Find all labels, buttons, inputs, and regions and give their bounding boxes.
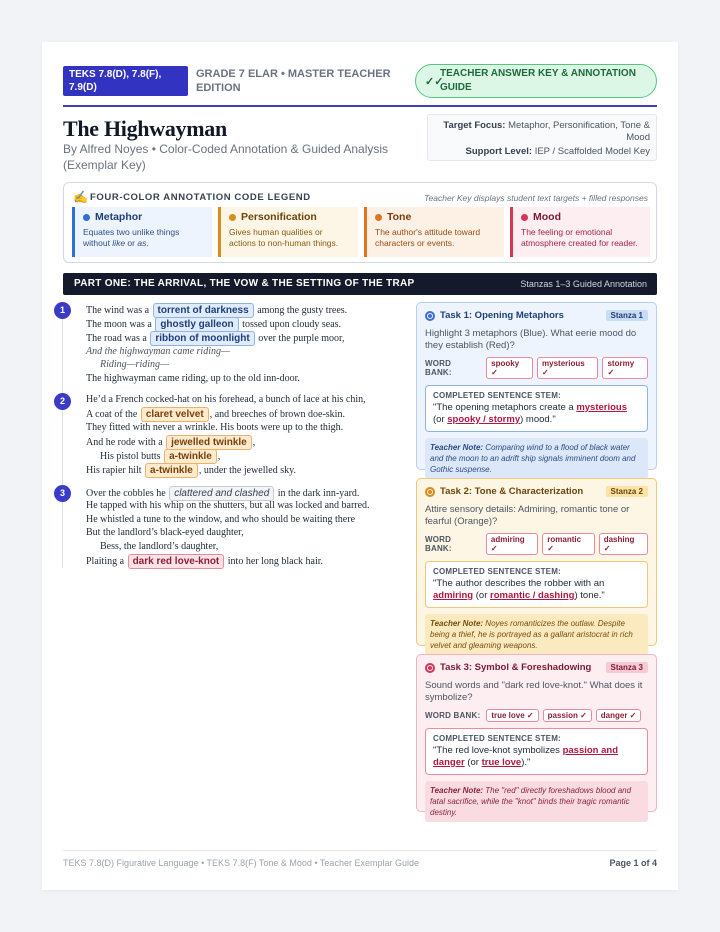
sentence-stem-label: COMPLETED SENTENCE STEM: bbox=[433, 734, 561, 743]
task-prompt: Sound words and "dark red love-knot." What does it symbolize? bbox=[425, 680, 643, 703]
teacher-note: Teacher Note: The "red" directly foreshadows blood and fatal sacrifice, while the "knot" binds their tragic romantic destiny. bbox=[425, 781, 648, 822]
legend-tone bbox=[364, 207, 504, 257]
sound-word-highlight: clattered and clashed bbox=[169, 486, 274, 501]
worksheet-page bbox=[42, 42, 678, 890]
personification-highlight: jewelled twinkle bbox=[166, 435, 252, 450]
answer-key-label: TEACHER ANSWER KEY & ANNOTATION GUIDE bbox=[440, 68, 636, 93]
metaphor-highlight: ribbon of moonlight bbox=[150, 331, 254, 346]
legend-title: FOUR-COLOR ANNOTATION CODE LEGEND bbox=[90, 192, 311, 203]
sentence-stem-text: "The opening metaphors create a mysterious (or spooky / stormy) mood." bbox=[433, 402, 628, 425]
legend-tone-name: Tone bbox=[387, 211, 412, 223]
double-check-icon: ✓✓ bbox=[425, 76, 444, 88]
stanza-badge: Stanza 2 bbox=[606, 486, 648, 497]
poem-line: They fitted with never a wrinkle. His boots were up to the thigh. bbox=[86, 422, 344, 433]
sentence-stem bbox=[425, 561, 648, 608]
answer-text: true love bbox=[481, 757, 522, 768]
footer bbox=[63, 850, 657, 868]
sentence-stem-text: "The author describes the robber with an admiring (or romantic / dashing) tone." bbox=[433, 578, 605, 601]
personification-highlight: a-twinkle bbox=[164, 449, 217, 464]
mood-dot-icon bbox=[521, 214, 528, 221]
stanza-guide-line bbox=[62, 319, 63, 400]
sentence-stem bbox=[425, 385, 648, 432]
word-bank-label: WORD BANK: bbox=[425, 711, 481, 720]
poem-line: Over the cobbles he clattered and clashed in the dark inn-yard. bbox=[86, 488, 360, 499]
task-card-1 bbox=[416, 302, 657, 474]
metaphor-highlight: ghostly galleon bbox=[155, 317, 238, 332]
sentence-stem-label: COMPLETED SENTENCE STEM: bbox=[433, 567, 561, 576]
personification-highlight: claret velvet bbox=[141, 407, 209, 422]
answer-text: mysterious bbox=[576, 402, 628, 413]
stanza-badge: Stanza 1 bbox=[606, 310, 648, 321]
footer-standards: TEKS 7.8(D) Figurative Language • TEKS 7.8(F) Tone & Mood • Teacher Exemplar Guide bbox=[63, 858, 419, 868]
poem-line: He’d a French cocked-hat on his forehead, a bunch of lace at his chin, bbox=[86, 394, 366, 405]
target-icon bbox=[425, 487, 435, 497]
legend-personification-desc: Gives human qualities or actions to non-human things. bbox=[229, 227, 339, 248]
word-bank-chip: danger ✓ bbox=[596, 709, 642, 722]
annotation-legend bbox=[63, 182, 657, 263]
legend-personification-name: Personification bbox=[241, 211, 317, 223]
poem-line: His pistol butts a-twinkle , bbox=[100, 451, 221, 462]
stanza-number-1: 1 bbox=[54, 302, 71, 319]
task-prompt: Attire sensory details: Admiring, romantic tone or fearful (Orange)? bbox=[425, 504, 630, 527]
target-icon bbox=[425, 663, 435, 673]
section-title: PART ONE: THE ARRIVAL, THE VOW & THE SETTING OF THE TRAP bbox=[74, 278, 415, 289]
word-bank-chip: mysterious ✓ bbox=[537, 357, 598, 379]
sentence-stem-text: "The red love-knot symbolizes passion and danger (or true love)." bbox=[433, 745, 619, 768]
section-bar bbox=[63, 273, 657, 295]
teks-badge: TEKS 7.8(D), 7.8(F), 7.9(D) bbox=[63, 66, 188, 96]
word-bank-chip: admiring ✓ bbox=[486, 533, 538, 555]
poem-line: But the landlord’s black-eyed daughter, bbox=[86, 527, 244, 538]
stanza-guide-line bbox=[62, 502, 63, 568]
task-prompt: Highlight 3 metaphors (Blue). What eerie mood do they establish (Red)? bbox=[425, 328, 637, 351]
sentence-stem bbox=[425, 728, 648, 775]
task-card-3 bbox=[416, 654, 657, 817]
poem-line: His rapier hilt a-twinkle , under the jewelled sky. bbox=[86, 465, 296, 476]
poem-line: Plaiting a dark red love-knot into her long black hair. bbox=[86, 556, 324, 567]
legend-metaphor-name: Metaphor bbox=[95, 211, 143, 223]
section-subtitle: Stanzas 1–3 Guided Annotation bbox=[520, 279, 647, 289]
support-level-label: Support Level: bbox=[465, 146, 533, 157]
target-icon bbox=[425, 311, 435, 321]
focus-box bbox=[427, 114, 657, 161]
legend-metaphor bbox=[72, 207, 212, 257]
stanza-guide-line bbox=[62, 410, 63, 486]
teacher-note: Teacher Note: Comparing wind to a flood of black water and the moon to an adrift ship signals imminent doom and Gothic suspense. bbox=[425, 438, 648, 479]
poem-line: The wind was a torrent of darkness among the gusty trees. bbox=[86, 305, 348, 316]
poem-line: He whistled a tune to the window, and who should be waiting there bbox=[86, 514, 356, 525]
pen-icon: ✍ bbox=[73, 190, 88, 204]
metaphor-dot-icon bbox=[83, 214, 90, 221]
support-level-value: IEP / Scaffolded Model Key bbox=[534, 146, 650, 157]
grade-title: GRADE 7 ELAR • MASTER TEACHER EDITION bbox=[196, 68, 391, 94]
page-title: The Highwayman bbox=[63, 116, 227, 141]
legend-mood-desc: The feeling or emotional atmosphere created for reader. bbox=[521, 227, 638, 248]
answer-text: passion and danger bbox=[433, 745, 619, 768]
word-bank-label: WORD BANK: bbox=[425, 359, 452, 377]
stanza-number-3: 3 bbox=[54, 485, 71, 502]
poem-line: The road was a ribbon of moonlight over the purple moor, bbox=[86, 333, 345, 344]
answer-key-badge bbox=[415, 64, 657, 98]
stanza-number-2: 2 bbox=[54, 393, 71, 410]
legend-tone-desc: The author's attitude toward characters or events. bbox=[375, 227, 481, 248]
word-bank-chip: dashing ✓ bbox=[599, 533, 648, 555]
target-focus-value: Metaphor, Personification, Tone & Mood bbox=[508, 120, 650, 143]
teacher-note: Teacher Note: Noyes romanticizes the outlaw. Despite being a thief, he is portrayed as a gallant aristocrat in rich velvet and gleaming weapons. bbox=[425, 614, 648, 655]
stanza-badge: Stanza 3 bbox=[606, 662, 648, 673]
task-title: Task 1: Opening Metaphors bbox=[440, 310, 564, 321]
sentence-stem-label: COMPLETED SENTENCE STEM: bbox=[433, 391, 561, 400]
poem-line: Riding—riding— bbox=[100, 359, 169, 370]
mood-highlight: dark red love-knot bbox=[128, 554, 225, 569]
legend-note: Teacher Key displays student text targets + filled responses bbox=[424, 193, 648, 203]
word-bank bbox=[425, 709, 648, 722]
answer-text: spooky / stormy bbox=[447, 414, 521, 425]
word-bank-chip: passion ✓ bbox=[543, 709, 592, 722]
task-title: Task 3: Symbol & Foreshadowing bbox=[440, 662, 592, 673]
page-number: Page 1 of 4 bbox=[609, 858, 657, 868]
byline: By Alfred Noyes • Color-Coded Annotation & Guided Analysis (Exemplar Key) bbox=[63, 142, 389, 172]
task-title: Task 2: Tone & Characterization bbox=[440, 486, 584, 497]
word-bank-chip: spooky ✓ bbox=[486, 357, 533, 379]
word-bank bbox=[425, 357, 648, 379]
metaphor-highlight: torrent of darkness bbox=[153, 303, 254, 318]
answer-text: romantic / dashing bbox=[490, 590, 575, 601]
personification-dot-icon bbox=[229, 214, 236, 221]
header bbox=[63, 64, 657, 107]
word-bank-chip: true love ✓ bbox=[486, 709, 538, 722]
poem-line: A coat of the claret velvet , and breeches of brown doe-skin. bbox=[86, 409, 345, 420]
answer-text: admiring bbox=[433, 590, 474, 601]
poem-line: He tapped with his whip on the shutters, but all was locked and barred. bbox=[86, 500, 370, 511]
legend-mood bbox=[510, 207, 650, 257]
poem-line: The highwayman came riding, up to the old inn-door. bbox=[86, 373, 300, 384]
tone-dot-icon bbox=[375, 214, 382, 221]
word-bank-chip: romantic ✓ bbox=[542, 533, 594, 555]
legend-personification bbox=[218, 207, 358, 257]
target-focus-label: Target Focus: bbox=[443, 120, 506, 131]
poem-line: The moon was a ghostly galleon tossed upon cloudy seas. bbox=[86, 319, 342, 330]
task-card-2 bbox=[416, 478, 657, 650]
poem-line: Bess, the landlord’s daughter, bbox=[100, 541, 219, 552]
personification-highlight: a-twinkle bbox=[145, 463, 198, 478]
legend-mood-name: Mood bbox=[533, 211, 561, 223]
poem-line: And he rode with a jewelled twinkle , bbox=[86, 437, 256, 448]
word-bank-chip: stormy ✓ bbox=[602, 357, 648, 379]
legend-metaphor-desc: Equates two unlike things without like or as. bbox=[83, 227, 180, 248]
word-bank bbox=[425, 533, 648, 555]
poem-line: And the highwayman came riding— bbox=[86, 346, 230, 357]
word-bank-label: WORD BANK: bbox=[425, 535, 452, 553]
